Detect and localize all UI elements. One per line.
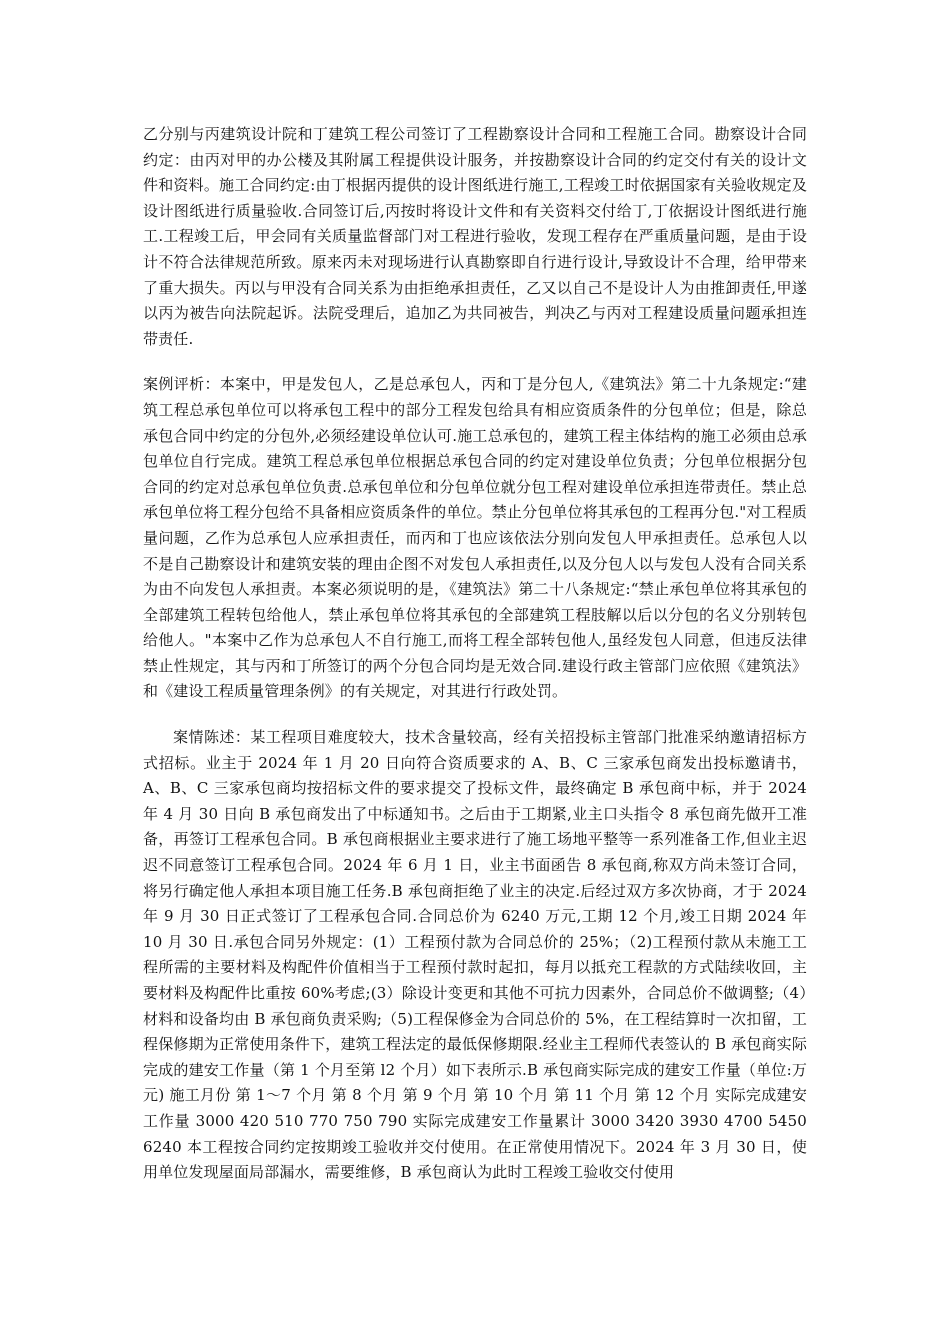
paragraph-case-analysis: 案例评析：本案中，甲是发包人，乙是总承包人，丙和丁是分包人,《建筑法》第二十九条规定:“建筑工程总承包单位可以将承包工程中的部分工程发包给具有相应资质条件的分包单位；但是，除总承包合同中约定的分包外,必须经建设单位认可.施工总承包的，建筑工程主体结构的施工必须由总承包单位自行完成。建筑工程总承包单位根据总承包合同的约定对建设单位负责；分包单位根据分包合同的约定对总承包单位负责.总承包单位和分包单位就分包工程对建设单位承担连带责任。禁止总承包单位将工程分包给不具备相应资质条件的单位。禁止分包单位将其承包的工程再分包."对工程质量问题，乙作为总承包人应承担责任，而丙和丁也应该依法分别向发包人甲承担责任。总承包人以不是自己勘察设计和建筑安装的理由企图不对发包人承担责任,以及分包人以与发包人没有合同关系为由不向发包人承担责。本案必须说明的是，《建筑法》第二十八条规定:“禁止承包单位将其承包的全部建筑工程转包给他人，禁止承包单位将其承包的全部建筑工程肢解以后以分包的名义分别转包给他人。"本案中乙作为总承包人不自行施工,而将工程全部转包他人,虽经发包人同意，但违反法律禁止性规定，其与丙和丁所签订的两个分包合同均是无效合同.建设行政主管部门应依照《建筑法》和《建设工程质量管理条例》的有关规定，对其进行行政处罚。	[143, 375, 807, 701]
paragraph-case-statement: 案情陈述：某工程项目难度较大，技术含量较高，经有关招投标主管部门批准采纳邀请招标方式招标。业主于 2024 年 1 月 20 日向符合资质要求的 A、B、C 三家承包商发出投标邀请书，A、B、C 三家承包商均按招标文件的要求提交了投标文件，最终确定 B 承包商中标，并于 2024 年 4 月 30 日向 B 承包商发出了中标通知书。之后由于工期紧,业主口头指令 8 承包商先做开工准备，再签订工程承包合同。B 承包商根据业主要求进行了施工场地平整等一系列准备工作,但业主迟迟不同意签订工程承包合同。2024 年 6 月 1 日，业主书面函告 8 承包商,称双方尚未签订合同，将另行确定他人承担本项目施工任务.B 承包商拒绝了业主的决定.后经过双方多次协商，才于 2024 年 9 月 30 日正式签订了工程承包合同.合同总价为 6240 万元,工期 12 个月,竣工日期 2024 年 10 月 30 日.承包合同另外规定：(1）工程预付款为合同总价的 25%；（2)工程预付款从未施工工程所需的主要材料及构配件价值相当于工程预付款时起扣，每月以抵充工程款的方式陆续收回，主要材料及构配件比重按 60%考虑;(3）除设计变更和其他不可抗力因素外，合同总价不做调整;（4）材料和设备均由 B 承包商负责采购;（5)工程保修金为合同总价的 5%，在工程结算时一次扣留，工程保修期为正常使用条件下，建筑工程法定的最低保修期限.经业主工程师代表签认的 B 承包商实际完成的建安工作量（第 1 个月至第 l2 个月）如下表所示.B 承包商实际完成的建安工作量（单位:万元) 施工月份 第 1～7 个月 第 8 个月 第 9 个月 第 10 个月 第 11 个月 第 12 个月 实际完成建安工作量 3000 420 510 770 750 790 实际完成建安工作量累计 3000 3420 3930 4700 5450 6240 本工程按合同约定按期竣工验收并交付使用。在正常使用情况下。2024 年 3 月 30 日，使用单位发现屋面局部漏水，需要维修，B 承包商认为此时工程竣工验收交付使用	[143, 728, 807, 1182]
document-page	[143, 122, 807, 1186]
paragraph-case-facts-continued: 乙分别与丙建筑设计院和丁建筑工程公司签订了工程勘察设计合同和工程施工合同。勘察设计合同约定：由丙对甲的办公楼及其附属工程提供设计服务，并按勘察设计合同的约定交付有关的设计文件和资料。施工合同约定:由丁根据丙提供的设计图纸进行施工,工程竣工时依据国家有关验收规定及设计图纸进行质量验收.合同签订后,丙按时将设计文件和有关资料交付给丁,丁依据设计图纸进行施工.工程竣工后，甲会同有关质量监督部门对工程进行验收，发现工程存在严重质量问题，是由于设计不符合法律规范所致。原来丙未对现场进行认真勘察即自行进行设计,导致设计不合理，给甲带来了重大损失。丙以与甲没有合同关系为由拒绝承担责任，乙又以自己不是设计人为由推卸责任,甲遂以丙为被告向法院起诉。法院受理后，追加乙为共同被告，判决乙与丙对工程建设质量问题承担连带责任.	[143, 125, 807, 348]
